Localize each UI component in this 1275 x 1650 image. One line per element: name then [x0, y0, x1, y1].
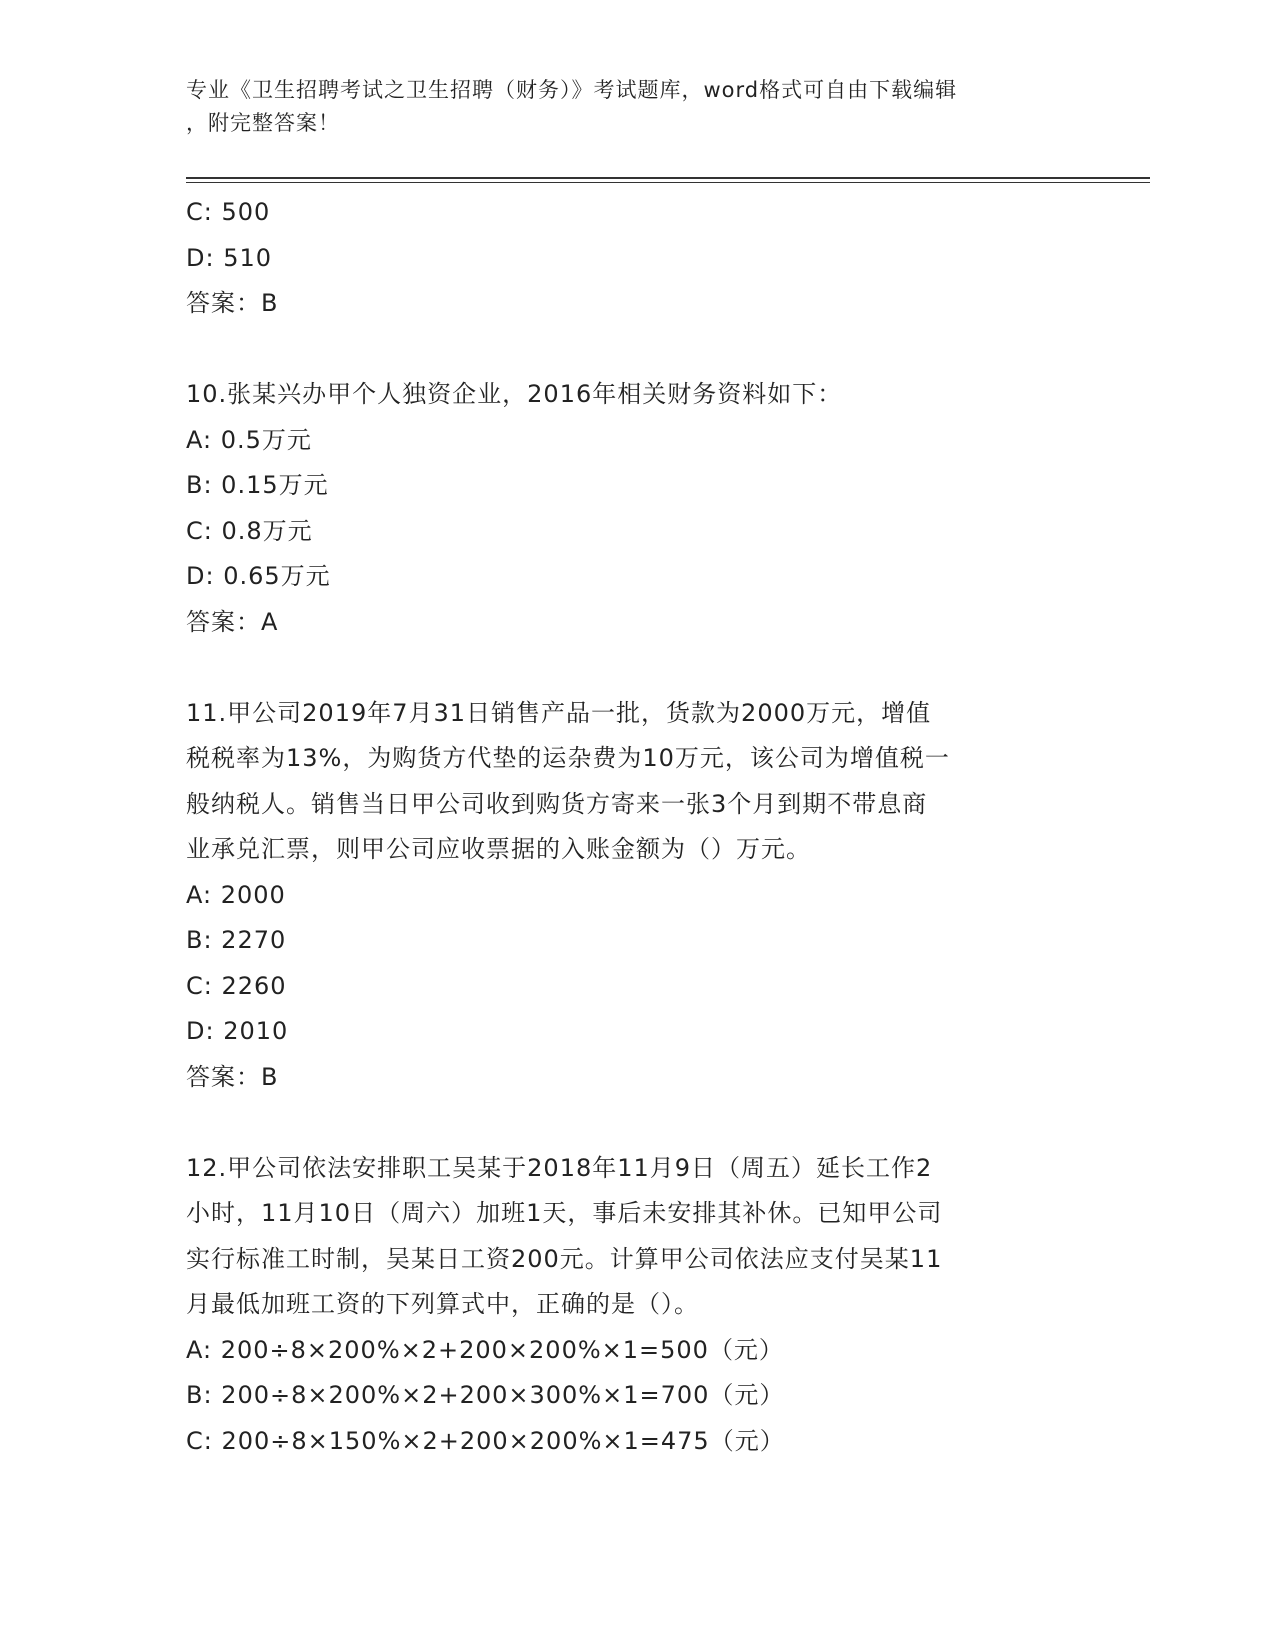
spacer	[186, 645, 1086, 691]
question-text: 业承兑汇票，则甲公司应收票据的入账金额为（）万元。	[186, 835, 811, 863]
document-body	[186, 190, 1086, 1464]
option-d: D: 0.65万元	[186, 562, 331, 590]
question-11	[186, 691, 1086, 1101]
question-text: 税税率为13%，为购货方代垫的运杂费为10万元，该公司为增值税一	[186, 744, 950, 772]
option-b: B: 2270	[186, 926, 287, 954]
option-c: C: 500	[186, 198, 271, 226]
question-text: 小时，11月10日（周六）加班1天，事后未安排其补休。已知甲公司	[186, 1199, 943, 1227]
header-rule-thick	[186, 177, 1150, 179]
spacer	[186, 1100, 1086, 1146]
answer: 答案：B	[186, 289, 279, 317]
header-line-1: 专业《卫生招聘考试之卫生招聘（财务）》考试题库，word格式可自由下载编辑	[186, 78, 958, 102]
option-c: C: 2260	[186, 971, 287, 1000]
option-c: C: 0.8万元	[186, 516, 313, 545]
option-d: D: 2010	[186, 1017, 289, 1045]
page-header	[186, 74, 1086, 140]
answer: 答案：A	[186, 607, 279, 636]
question-text: 11.甲公司2019年7月31日销售产品一批，货款为2000万元，增值	[186, 698, 932, 727]
header-rule-thin	[186, 182, 1150, 183]
question-text: 月最低加班工资的下列算式中，正确的是（）。	[186, 1290, 699, 1318]
question-text: 12.甲公司依法安排职工吴某于2018年11月9日（周五）延长工作2	[186, 1153, 933, 1182]
prev-question	[186, 190, 1086, 327]
header-line-2: ，附完整答案！	[186, 111, 340, 135]
option-b: B: 0.15万元	[186, 471, 329, 499]
answer: 答案：B	[186, 1062, 279, 1091]
question-text: 实行标准工时制，吴某日工资200元。计算甲公司依法应支付吴某11	[186, 1244, 943, 1273]
question-text: 10.张某兴办甲个人独资企业，2016年相关财务资料如下：	[186, 380, 843, 408]
option-a: A: 0.5万元	[186, 425, 312, 454]
option-a: A: 2000	[186, 880, 286, 909]
option-a: A: 200÷8×200%×2+200×200%×1=500（元）	[186, 1335, 784, 1364]
question-text: 般纳税人。销售当日甲公司收到购货方寄来一张3个月到期不带息商	[186, 789, 928, 818]
question-12	[186, 1146, 1086, 1465]
option-b: B: 200÷8×200%×2+200×300%×1=700（元）	[186, 1381, 785, 1409]
option-c: C: 200÷8×150%×2+200×200%×1=475（元）	[186, 1426, 785, 1455]
question-10	[186, 372, 1086, 645]
spacer	[186, 327, 1086, 373]
option-d: D: 510	[186, 243, 273, 272]
